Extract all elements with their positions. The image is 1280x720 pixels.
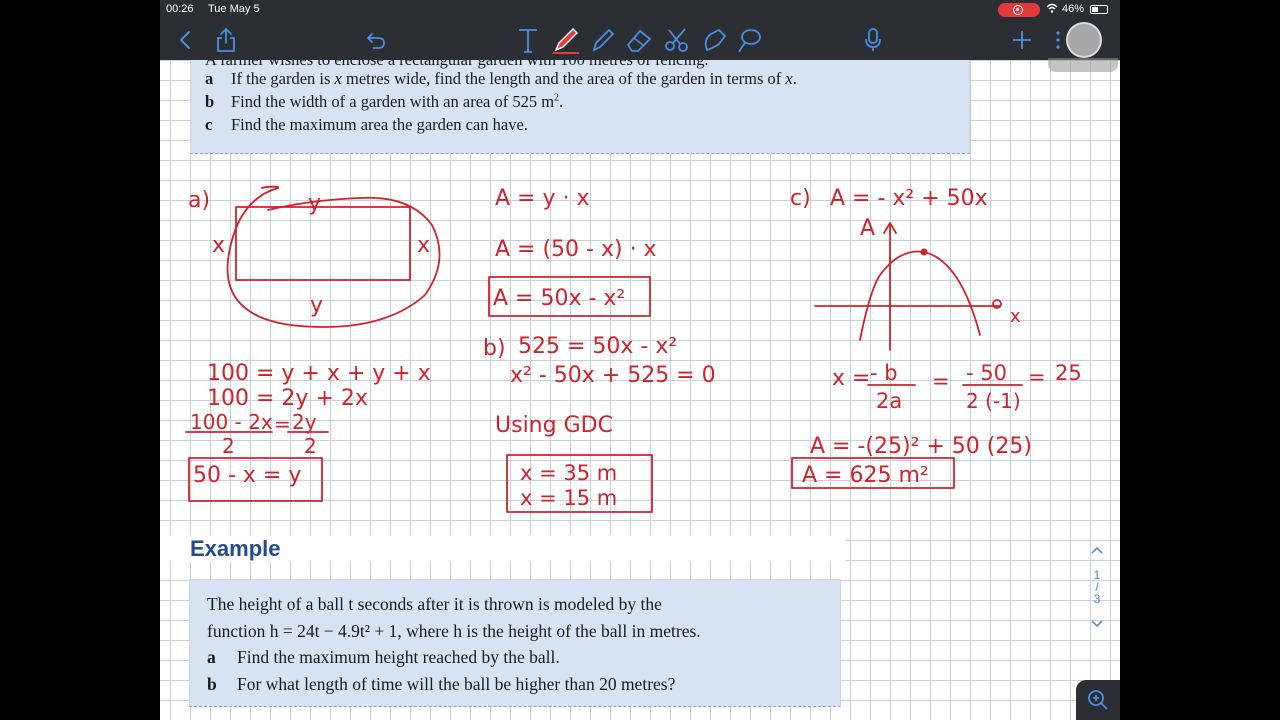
area-substituted: A = (50 - x) · x	[495, 237, 657, 262]
page-indicator	[1085, 540, 1109, 660]
parabola-curve	[860, 251, 980, 340]
vertex-numerator-2: - 50	[966, 361, 1007, 385]
status-date: Tue May 5	[208, 3, 260, 15]
graph-y-axis	[884, 223, 896, 350]
fraction-rhs: 2y	[292, 410, 317, 434]
answer-part-a: 50 - x = y	[193, 463, 302, 488]
vertex-denominator-1: 2a	[876, 389, 903, 413]
zoom-button[interactable]	[1076, 680, 1120, 720]
part-c-equation: A = - x² + 50x	[830, 186, 988, 211]
vertex-denominator-2: 2 (-1)	[966, 389, 1021, 413]
back-icon[interactable]	[174, 24, 196, 56]
scissors-tool-icon[interactable]	[662, 24, 692, 56]
part-b-equation: 525 = 50x - x²	[518, 334, 678, 359]
ipad-screen	[160, 0, 1120, 720]
problem-a-text-2: metres wide, find the length and the area of the garden in terms of	[341, 69, 786, 88]
garden-rectangle	[236, 207, 410, 280]
problem-b-label: b	[205, 92, 215, 111]
fraction-numerator: 100 - 2x	[190, 410, 273, 434]
example-part-b	[207, 674, 675, 695]
text-tool-icon[interactable]	[514, 24, 542, 56]
notebook-page[interactable]	[160, 60, 1120, 720]
parabola-vertex-dot	[921, 249, 928, 256]
touch-cursor-indicator	[1066, 22, 1102, 58]
page-down-icon[interactable]	[1085, 618, 1109, 632]
page-current: 1	[1093, 568, 1101, 582]
side-left-x: x	[212, 233, 226, 258]
perimeter-equation: 100 = y + x + y + x	[207, 361, 431, 386]
example-line-2: function h = 24t − 4.9t² + 1, where h is the height of the ball in metres.	[207, 621, 701, 641]
side-bottom-y: y	[310, 293, 324, 318]
problem-b-sup: 2	[554, 92, 560, 104]
vertex-equals-2: =	[1028, 365, 1046, 389]
status-bar	[160, 0, 1120, 20]
status-time: 00:26	[166, 3, 194, 15]
record-icon	[1013, 5, 1023, 15]
vertex-x-equals: x =	[832, 366, 871, 391]
example-part-a	[207, 647, 560, 668]
page-total: 3	[1093, 592, 1101, 606]
highlighter-tool-icon[interactable]	[588, 24, 618, 56]
example-line-1: The height of a ball t seconds after it is thrown is modeled by the	[207, 594, 662, 614]
problem-a-text-1: If the garden is	[231, 69, 335, 88]
solution-15: x = 15 m	[520, 486, 618, 510]
problem-a-label: a	[205, 69, 214, 88]
example-box	[189, 579, 841, 707]
graph-axis-x: x	[1010, 306, 1021, 327]
battery-level	[1092, 7, 1098, 12]
label-part-b: b)	[483, 336, 506, 361]
screen-recording-indicator[interactable]	[998, 3, 1040, 17]
simplified-equation: 100 = 2y + 2x	[207, 386, 368, 411]
more-icon[interactable]	[1054, 24, 1062, 56]
problem-c-label: c	[205, 115, 213, 134]
problem-b-end: .	[559, 92, 564, 111]
shapes-tool-icon[interactable]	[700, 24, 730, 56]
page-separator: /	[1095, 580, 1099, 594]
part-b-quadratic: x² - 50x + 525 = 0	[510, 363, 716, 388]
garden-enclosure-loop	[228, 188, 440, 327]
pull-tab[interactable]	[1048, 58, 1118, 72]
answer-part-c: A = 625 m²	[802, 463, 929, 488]
battery-icon	[1090, 5, 1108, 14]
vertex-numerator-1: - b	[870, 361, 898, 385]
max-area-calculation: A = -(25)² + 50 (25)	[810, 434, 1032, 459]
side-top-y: y	[308, 191, 322, 216]
pen-tool-icon[interactable]	[550, 24, 582, 56]
lasso-tool-icon[interactable]	[734, 24, 764, 56]
undo-icon[interactable]	[364, 24, 388, 56]
zoom-icon	[1086, 688, 1110, 712]
example-a-text: Find the maximum height reached by the ball.	[237, 647, 560, 667]
example-b-text: For what length of time will the ball be higher than 20 metres?	[237, 674, 676, 694]
share-icon[interactable]	[214, 24, 238, 56]
notes-toolbar	[160, 0, 1120, 60]
eraser-tool-icon[interactable]	[624, 24, 654, 56]
graph-axis-a: A	[860, 216, 876, 241]
area-formula: A = y · x	[495, 186, 590, 211]
plus-icon[interactable]	[1010, 24, 1034, 56]
solution-35: x = 35 m	[520, 461, 618, 485]
fraction-equals: =	[274, 412, 291, 436]
page-up-icon[interactable]	[1085, 544, 1109, 558]
microphone-icon[interactable]	[862, 24, 884, 56]
battery-percent: 46%	[1062, 3, 1085, 15]
problem-a-var2: x	[785, 69, 793, 88]
label-part-c: c)	[790, 186, 811, 211]
fraction-denominator-rhs: 2	[304, 434, 317, 458]
problem-a-var: x	[334, 69, 342, 88]
side-right-x: x	[417, 233, 431, 258]
problem-a-text-3: .	[792, 69, 797, 88]
using-gdc: Using GDC	[495, 413, 613, 438]
wifi-icon	[1046, 2, 1058, 17]
problem-c-text: Find the maximum area the garden can have.	[231, 115, 528, 134]
fraction-denominator: 2	[222, 434, 235, 458]
label-part-a: a)	[188, 188, 211, 213]
vertex-value: 25	[1055, 361, 1082, 385]
example-heading: Example	[190, 536, 281, 561]
vertex-equals-1: =	[932, 369, 950, 393]
example-a-label: a	[207, 647, 216, 667]
area-answer: A = 50x - x²	[493, 286, 626, 311]
example-b-label: b	[207, 674, 217, 694]
problem-b-text: Find the width of a garden with an area of 525 m	[231, 92, 555, 111]
